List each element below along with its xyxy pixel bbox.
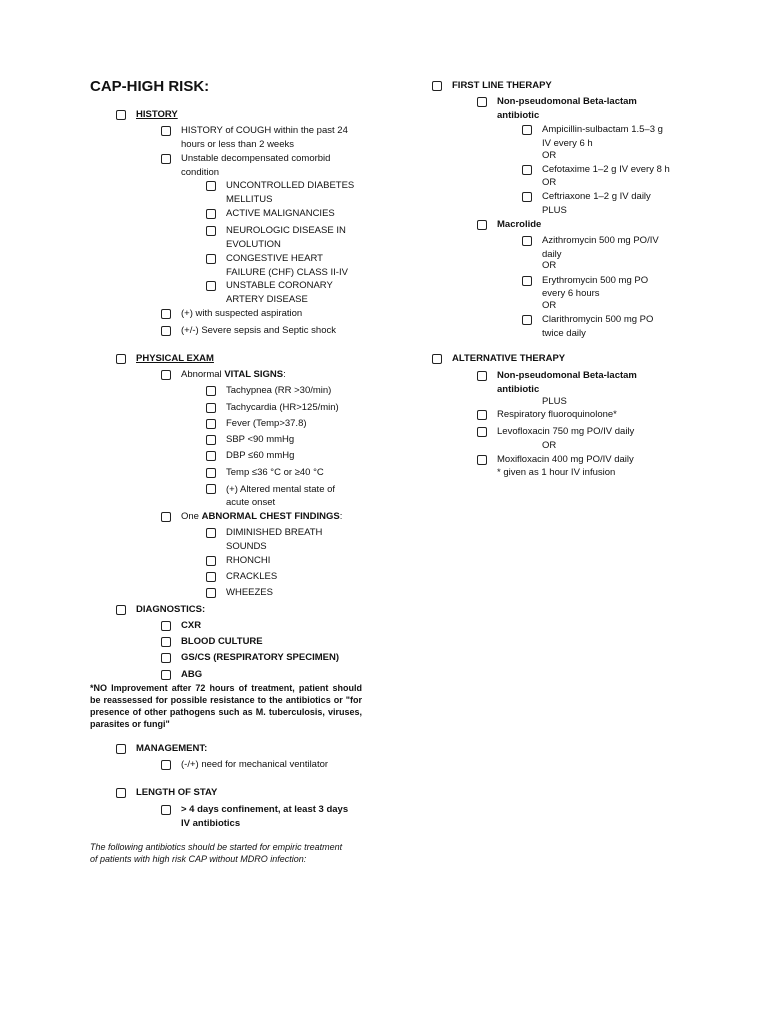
azithromycin-checkbox[interactable] [522,236,532,246]
chest-findings-bold: ABNORMAL CHEST FINDINGS [201,511,340,522]
chest-findings-colon: : [339,511,343,522]
vital-signs-prefix: Abnormal [181,369,225,380]
vital-signs-colon: : [283,369,286,380]
temp-checkbox[interactable] [206,468,216,478]
rhonchi-label: RHONCHI [226,555,271,566]
or-label-3: OR [542,260,557,271]
abg-checkbox[interactable] [161,670,171,680]
plus-label: PLUS [542,205,567,216]
tachycardia-label: Tachycardia (HR>125/min) [226,402,339,413]
diabetes-label-cont: MELLITUS [226,194,273,205]
mental-state-label-cont: acute onset [226,497,276,508]
ceftriaxone-checkbox[interactable] [522,192,532,202]
erythromycin-label-cont: every 6 hours [542,288,600,299]
comorbid-checkbox[interactable] [161,154,171,164]
gscs-label: GS/CS (RESPIRATORY SPECIMEN) [181,652,340,663]
macrolide-checkbox[interactable] [477,220,487,230]
malignancies-checkbox[interactable] [206,209,216,219]
management-heading: MANAGEMENT: [136,743,208,754]
erythromycin-label: Erythromycin 500 mg PO [542,275,649,286]
infusion-note: * given as 1 hour IV infusion [497,467,616,478]
physical-exam-checkbox[interactable] [116,354,126,364]
alternative-checkbox[interactable] [432,354,442,364]
crackles-label: CRACKLES [226,571,278,582]
footer-note: The following antibiotics should be started for empiric treatment of patients with high risk CAP without MDRO infection: [90,842,343,864]
chest-findings-prefix: One [181,511,202,522]
beta-lactam-checkbox[interactable] [477,97,487,107]
malignancies-label: ACTIVE MALIGNANCIES [226,208,335,219]
management-checkbox[interactable] [116,744,126,754]
rhonchi-checkbox[interactable] [206,556,216,566]
cxr-label: CXR [181,620,202,631]
diagnostics-checkbox[interactable] [116,605,126,615]
reassessment-note: *NO Improvement after 72 hours of treatment, patient should be reassessed for possible resistance to the antibiotics or "for presence of other pathogens such as M. tuberculosis, viruses, parasites or fungi" [90,683,362,729]
dbp-checkbox[interactable] [206,451,216,461]
diminished-label-cont: SOUNDS [226,541,267,552]
cough-checkbox[interactable] [161,126,171,136]
levofloxacin-label: Levofloxacin 750 mg PO/IV daily [497,426,635,437]
diabetes-label: UNCONTROLLED DIABETES [226,180,355,191]
sepsis-label: (+/-) Severe sepsis and Septic shock [181,325,336,336]
history-checkbox[interactable] [116,110,126,120]
fever-label: Fever (Temp>37.8) [226,418,307,429]
wheezes-checkbox[interactable] [206,588,216,598]
mental-state-checkbox[interactable] [206,484,216,494]
history-heading: HISTORY [136,109,178,120]
beta-lactam-label-cont: antibiotic [497,110,540,121]
ceftriaxone-label: Ceftriaxone 1–2 g IV daily [542,191,651,202]
alt-beta-lactam-label-cont: antibiotic [497,384,540,395]
moxifloxacin-label: Moxifloxacin 400 mg PO/IV daily [497,454,634,465]
sbp-label: SBP <90 mmHg [226,434,295,445]
sepsis-checkbox[interactable] [161,326,171,336]
blood-culture-checkbox[interactable] [161,637,171,647]
levofloxacin-checkbox[interactable] [477,427,487,437]
comorbid-label-cont: condition [181,167,220,178]
confinement-label-cont: IV antibiotics [181,818,241,829]
coronary-label-cont: ARTERY DISEASE [226,294,308,305]
alt-or-label: OR [542,440,557,451]
or-label-4: OR [542,300,557,311]
page-title: CAP-HIGH RISK: [90,78,210,95]
diminished-checkbox[interactable] [206,528,216,538]
mental-state-label: (+) Altered mental state of [226,484,336,495]
erythromycin-checkbox[interactable] [522,276,532,286]
beta-lactam-label: Non-pseudomonal Beta-lactam [497,96,637,107]
neuro-label-cont: EVOLUTION [226,239,281,250]
gscs-checkbox[interactable] [161,653,171,663]
chf-label: CONGESTIVE HEART [226,253,323,264]
vital-signs-label [181,368,286,382]
wheezes-label: WHEEZES [226,587,273,598]
chf-label-cont: FAILURE (CHF) CLASS II-IV [226,267,348,278]
vital-signs-bold: VITAL SIGNS [224,369,284,380]
first-line-checkbox[interactable] [432,81,442,91]
dbp-label: DBP ≤60 mmHg [226,450,295,461]
diminished-label: DIMINISHED BREATH [226,527,323,538]
fluoroquinolone-checkbox[interactable] [477,410,487,420]
ampicillin-label-cont: IV every 6 h [542,138,593,149]
alternative-heading: ALTERNATIVE THERAPY [452,353,566,364]
first-line-heading: FIRST LINE THERAPY [452,80,552,91]
alt-plus-label: PLUS [542,396,567,407]
ampicillin-label: Ampicillin-sulbactam 1.5–3 g [542,124,663,135]
length-of-stay-heading: LENGTH OF STAY [136,787,218,798]
cefotaxime-label: Cefotaxime 1–2 g IV every 8 h [542,164,670,175]
ventilator-label: (-/+) need for mechanical ventilator [181,759,329,770]
confinement-checkbox[interactable] [161,805,171,815]
fever-checkbox[interactable] [206,419,216,429]
coronary-checkbox[interactable] [206,281,216,291]
chf-checkbox[interactable] [206,254,216,264]
alt-beta-lactam-label: Non-pseudomonal Beta-lactam [497,370,637,381]
azithromycin-label-cont: daily [542,249,562,260]
physical-exam-heading: PHYSICAL EXAM [136,353,214,364]
temp-label: Temp ≤36 °C or ≥40 °C [226,467,324,478]
clarithromycin-label-cont: twice daily [542,328,586,339]
aspiration-label: (+) with suspected aspiration [181,308,303,319]
azithromycin-label: Azithromycin 500 mg PO/IV [542,235,659,246]
clarithromycin-checkbox[interactable] [522,315,532,325]
neuro-label: NEUROLOGIC DISEASE IN [226,225,346,236]
diagnostics-heading: DIAGNOSTICS: [136,604,206,615]
tachycardia-checkbox[interactable] [206,403,216,413]
vital-signs-checkbox[interactable] [161,370,171,380]
crackles-checkbox[interactable] [206,572,216,582]
cxr-checkbox[interactable] [161,621,171,631]
tachypnea-label: Tachypnea (RR >30/min) [226,385,332,396]
comorbid-label: Unstable decompensated comorbid [181,153,331,164]
length-of-stay-checkbox[interactable] [116,788,126,798]
abg-label: ABG [181,669,203,680]
or-label-1: OR [542,150,557,161]
alt-beta-lactam-checkbox[interactable] [477,371,487,381]
moxifloxacin-checkbox[interactable] [477,455,487,465]
cough-label-cont: hours or less than 2 weeks [181,139,295,150]
ventilator-checkbox[interactable] [161,760,171,770]
coronary-label: UNSTABLE CORONARY [226,280,333,291]
clarithromycin-label: Clarithromycin 500 mg PO [542,314,654,325]
aspiration-checkbox[interactable] [161,309,171,319]
blood-culture-label: BLOOD CULTURE [181,636,263,647]
ampicillin-checkbox[interactable] [522,125,532,135]
chest-findings-checkbox[interactable] [161,512,171,522]
macrolide-label: Macrolide [497,219,542,230]
cough-label: HISTORY of COUGH within the past 24 [181,125,348,136]
chest-findings-label [181,510,342,524]
tachypnea-checkbox[interactable] [206,386,216,396]
sbp-checkbox[interactable] [206,435,216,445]
cefotaxime-checkbox[interactable] [522,165,532,175]
neuro-checkbox[interactable] [206,226,216,236]
diabetes-checkbox[interactable] [206,181,216,191]
or-label-2: OR [542,177,557,188]
fluoroquinolone-label: Respiratory fluoroquinolone* [497,409,617,420]
confinement-label: > 4 days confinement, at least 3 days [181,804,349,815]
